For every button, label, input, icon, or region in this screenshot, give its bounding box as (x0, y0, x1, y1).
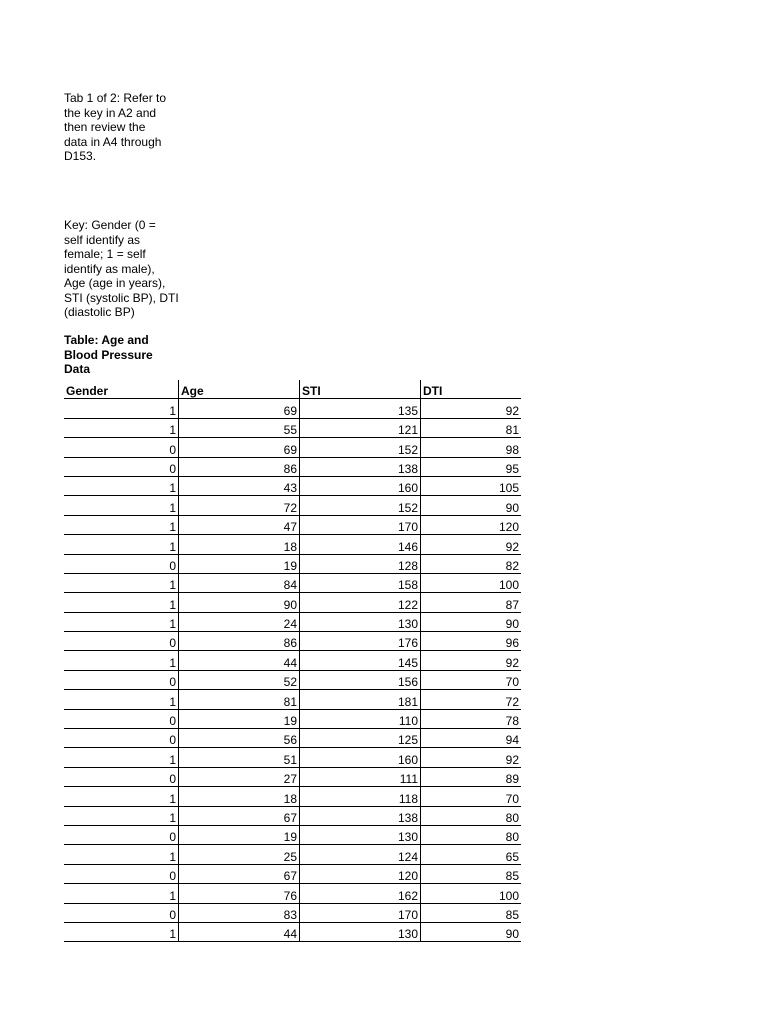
sti-cell: 120 (300, 864, 421, 883)
dti-cell: 92 (421, 399, 522, 418)
key-note: Key: Gender (0 = self identify as female; 1 = self identify as male), Age (age in years), STI (systolic BP), DTI (diastolic BP) (64, 218, 179, 319)
header-dti: DTI (421, 380, 522, 399)
age-cell: 18 (179, 787, 300, 806)
sti-cell: 158 (300, 573, 421, 592)
sti-cell: 145 (300, 651, 421, 670)
sti-cell: 121 (300, 418, 421, 437)
age-cell: 67 (179, 864, 300, 883)
table-row (64, 651, 521, 670)
sti-cell: 152 (300, 438, 421, 457)
table-row (64, 729, 521, 748)
dti-cell: 96 (421, 632, 522, 651)
sti-cell: 130 (300, 612, 421, 631)
sti-cell: 138 (300, 457, 421, 476)
data-table (64, 380, 521, 942)
sti-cell: 130 (300, 825, 421, 844)
gender-cell: 0 (64, 554, 179, 573)
sti-cell: 160 (300, 476, 421, 495)
age-cell: 84 (179, 573, 300, 592)
age-cell: 18 (179, 535, 300, 554)
age-cell: 83 (179, 903, 300, 922)
gender-cell: 1 (64, 593, 179, 612)
table-row (64, 399, 521, 418)
gender-cell: 0 (64, 825, 179, 844)
dti-cell: 82 (421, 554, 522, 573)
age-cell: 19 (179, 554, 300, 573)
sti-cell: 124 (300, 845, 421, 864)
sti-cell: 135 (300, 399, 421, 418)
dti-cell: 94 (421, 729, 522, 748)
age-cell: 44 (179, 651, 300, 670)
gender-cell: 0 (64, 632, 179, 651)
table-row (64, 748, 521, 767)
gender-cell: 1 (64, 418, 179, 437)
dti-cell: 120 (421, 515, 522, 534)
age-cell: 76 (179, 884, 300, 903)
sti-cell: 122 (300, 593, 421, 612)
dti-cell: 80 (421, 806, 522, 825)
sti-cell: 125 (300, 729, 421, 748)
table-row (64, 573, 521, 592)
gender-cell: 1 (64, 573, 179, 592)
table-row (64, 922, 521, 941)
dti-cell: 92 (421, 651, 522, 670)
gender-cell: 1 (64, 476, 179, 495)
header-age: Age (179, 380, 300, 399)
age-cell: 44 (179, 922, 300, 941)
sti-cell: 160 (300, 748, 421, 767)
dti-cell: 90 (421, 612, 522, 631)
table-row (64, 806, 521, 825)
age-cell: 90 (179, 593, 300, 612)
dti-cell: 100 (421, 884, 522, 903)
gender-cell: 1 (64, 884, 179, 903)
table-row (64, 496, 521, 515)
gender-cell: 1 (64, 515, 179, 534)
table-row (64, 709, 521, 728)
gender-cell: 1 (64, 399, 179, 418)
table-row (64, 457, 521, 476)
intro-note: Tab 1 of 2: Refer to the key in A2 and then review the data in A4 through D153. (64, 91, 167, 163)
dti-cell: 105 (421, 476, 522, 495)
sti-cell: 118 (300, 787, 421, 806)
gender-cell: 0 (64, 729, 179, 748)
dti-cell: 65 (421, 845, 522, 864)
table-row (64, 690, 521, 709)
dti-cell: 80 (421, 825, 522, 844)
table-row (64, 418, 521, 437)
table-row (64, 612, 521, 631)
sti-cell: 156 (300, 670, 421, 689)
dti-cell: 95 (421, 457, 522, 476)
header-gender: Gender (64, 380, 179, 399)
table-row (64, 903, 521, 922)
age-cell: 56 (179, 729, 300, 748)
gender-cell: 0 (64, 457, 179, 476)
gender-cell: 1 (64, 651, 179, 670)
table-row (64, 535, 521, 554)
gender-cell: 1 (64, 806, 179, 825)
gender-cell: 0 (64, 709, 179, 728)
age-cell: 19 (179, 709, 300, 728)
sti-cell: 110 (300, 709, 421, 728)
sti-cell: 146 (300, 535, 421, 554)
table-row (64, 825, 521, 844)
dti-cell: 72 (421, 690, 522, 709)
table-row (64, 476, 521, 495)
header-sti: STI (300, 380, 421, 399)
age-cell: 67 (179, 806, 300, 825)
gender-cell: 1 (64, 496, 179, 515)
gender-cell: 1 (64, 845, 179, 864)
dti-cell: 90 (421, 496, 522, 515)
gender-cell: 1 (64, 748, 179, 767)
age-cell: 55 (179, 418, 300, 437)
age-cell: 86 (179, 457, 300, 476)
gender-cell: 0 (64, 438, 179, 457)
table-row (64, 670, 521, 689)
sti-cell: 128 (300, 554, 421, 573)
age-cell: 72 (179, 496, 300, 515)
table-row (64, 515, 521, 534)
dti-cell: 89 (421, 767, 522, 786)
sti-cell: 152 (300, 496, 421, 515)
table-row (64, 593, 521, 612)
gender-cell: 0 (64, 767, 179, 786)
age-cell: 47 (179, 515, 300, 534)
dti-cell: 85 (421, 903, 522, 922)
sti-cell: 162 (300, 884, 421, 903)
age-cell: 86 (179, 632, 300, 651)
table-row (64, 767, 521, 786)
gender-cell: 0 (64, 864, 179, 883)
gender-cell: 0 (64, 670, 179, 689)
gender-cell: 1 (64, 690, 179, 709)
age-cell: 43 (179, 476, 300, 495)
sti-cell: 170 (300, 515, 421, 534)
age-cell: 27 (179, 767, 300, 786)
age-cell: 52 (179, 670, 300, 689)
sti-cell: 176 (300, 632, 421, 651)
sti-cell: 138 (300, 806, 421, 825)
dti-cell: 70 (421, 670, 522, 689)
table-row (64, 554, 521, 573)
table-title: Table: Age and Blood Pressure Data (64, 333, 153, 376)
table-row (64, 438, 521, 457)
gender-cell: 0 (64, 903, 179, 922)
dti-cell: 78 (421, 709, 522, 728)
table-row (64, 632, 521, 651)
dti-cell: 81 (421, 418, 522, 437)
age-cell: 25 (179, 845, 300, 864)
header-row (64, 380, 521, 399)
dti-cell: 92 (421, 748, 522, 767)
age-cell: 24 (179, 612, 300, 631)
gender-cell: 1 (64, 535, 179, 554)
table-row (64, 884, 521, 903)
gender-cell: 1 (64, 612, 179, 631)
dti-cell: 87 (421, 593, 522, 612)
sti-cell: 111 (300, 767, 421, 786)
age-cell: 69 (179, 438, 300, 457)
age-cell: 19 (179, 825, 300, 844)
sti-cell: 181 (300, 690, 421, 709)
dti-cell: 90 (421, 922, 522, 941)
dti-cell: 92 (421, 535, 522, 554)
dti-cell: 70 (421, 787, 522, 806)
age-cell: 51 (179, 748, 300, 767)
dti-cell: 85 (421, 864, 522, 883)
table-row (64, 845, 521, 864)
age-cell: 69 (179, 399, 300, 418)
dti-cell: 98 (421, 438, 522, 457)
table-row (64, 787, 521, 806)
gender-cell: 1 (64, 787, 179, 806)
age-cell: 81 (179, 690, 300, 709)
gender-cell: 1 (64, 922, 179, 941)
sti-cell: 130 (300, 922, 421, 941)
dti-cell: 100 (421, 573, 522, 592)
sti-cell: 170 (300, 903, 421, 922)
table-row (64, 864, 521, 883)
